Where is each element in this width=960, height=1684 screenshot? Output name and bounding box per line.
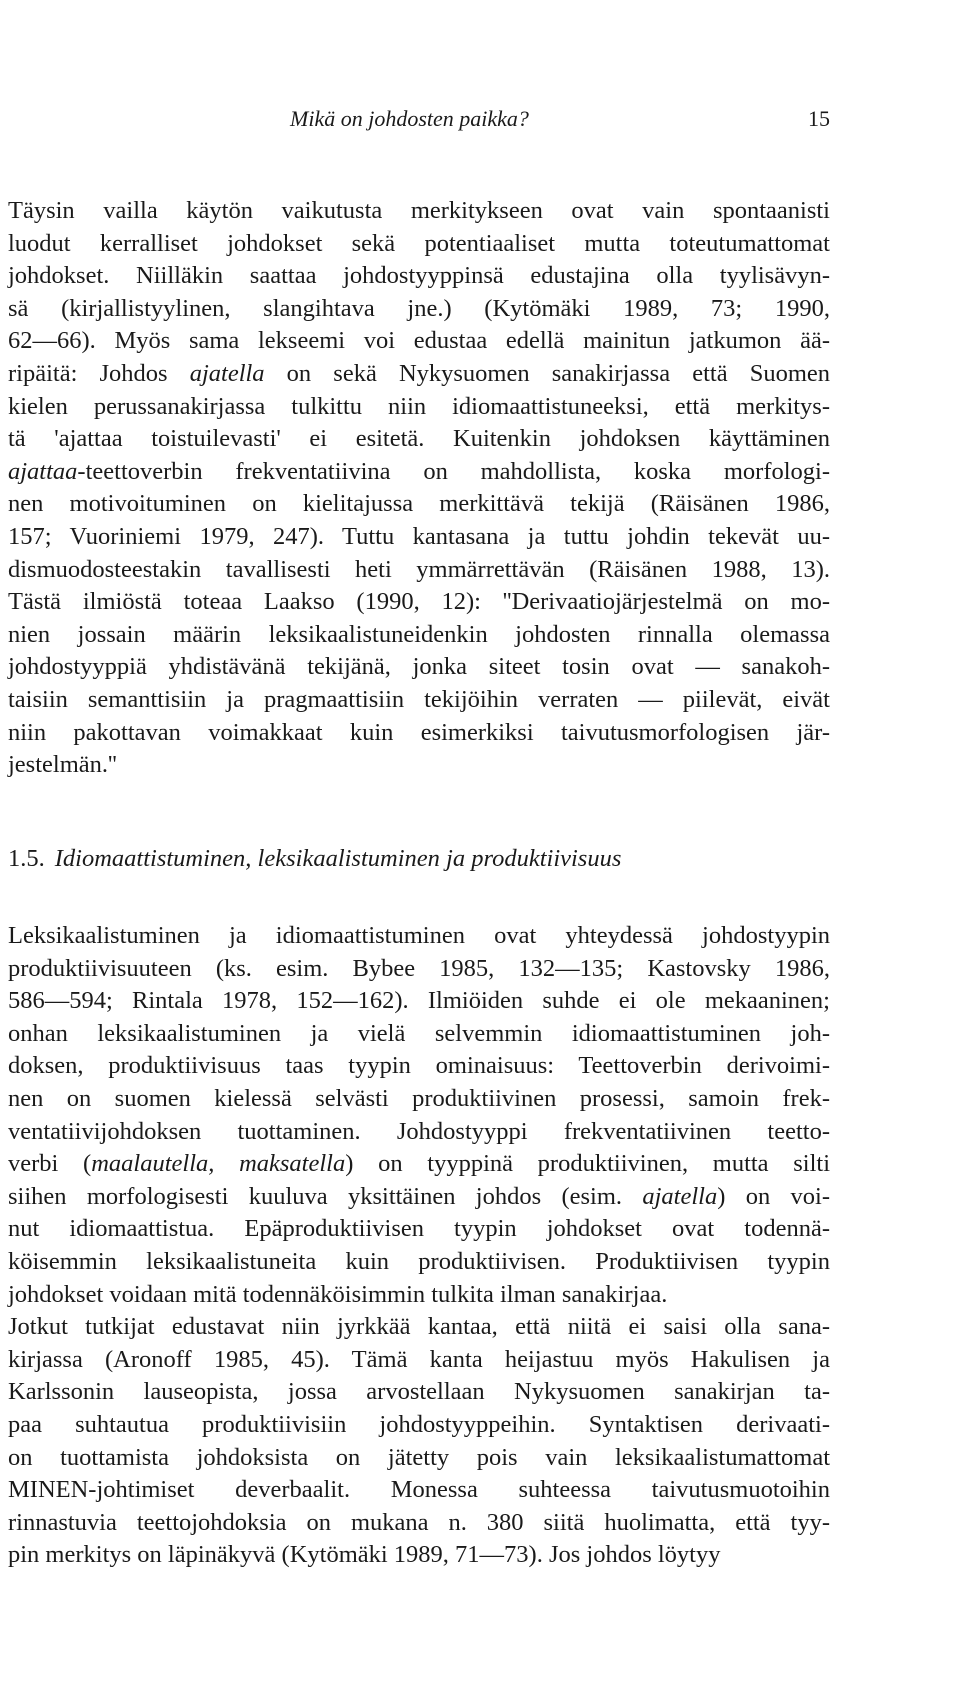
text-segment: Täysin vailla käytön vaikutusta merkitykseen ovat vain spontaanisti bbox=[8, 197, 830, 224]
text-segment: ) on tyyppinä produktiivinen, mutta silti bbox=[345, 1150, 831, 1178]
text-segment: niin pakottavan voimakkaat kuin esimerkiksi taivutusmorfologisen jär- bbox=[8, 718, 830, 746]
text-line bbox=[8, 325, 830, 358]
text-line bbox=[8, 195, 830, 228]
text-segment: -teettoverbin frekventatiivina on mahdollista, koska morfologi- bbox=[77, 457, 830, 485]
text-segment: dismuodosteestakin tavallisesti heti ymmärrettävän (Räisänen 1988, 13). bbox=[8, 555, 830, 583]
text-line bbox=[8, 423, 830, 456]
text-line bbox=[8, 985, 830, 1018]
italic-term: maalautella, maksatella bbox=[91, 1150, 346, 1178]
text-segment: johdokset. Niilläkin saattaa johdostyyppinsä edustajina olla tyylisävyn- bbox=[8, 262, 830, 290]
text-segment: 157; Vuoriniemi 1979, 247). Tuttu kantasana ja tuttu johdin tekevät uu- bbox=[8, 522, 830, 550]
text-segment: on tuottamista johdoksista on jätetty pois vain leksikaalistumattomat bbox=[8, 1443, 830, 1471]
text-segment: pin merkitys on läpinäkyvä (Kytömäki 1989, 71—73). Jos johdos löytyy bbox=[8, 1541, 721, 1569]
text-line bbox=[8, 1116, 830, 1149]
text-line bbox=[8, 391, 830, 424]
text-line bbox=[8, 920, 830, 953]
text-segment: Tästä ilmiöstä toteaa Laakso (1990, 12): ''Derivaatiojärjestelmä on mo- bbox=[8, 588, 830, 616]
text-segment: 62—66). Myös sama lekseemi voi edustaa edellä mainitun jatkumon ää- bbox=[8, 327, 830, 355]
text-segment: köisemmin leksikaalistuneita kuin produktiivisen. Produktiivisen tyypin bbox=[8, 1247, 830, 1275]
section-number: 1.5. bbox=[8, 845, 45, 872]
text-line bbox=[8, 1181, 830, 1214]
text-line bbox=[8, 1442, 830, 1475]
text-line bbox=[8, 1507, 830, 1540]
text-line bbox=[8, 1311, 830, 1344]
text-line bbox=[8, 1279, 830, 1312]
text-segment: johdostyyppiä yhdistävänä tekijänä, jonka siteet tosin ovat — sanakoh- bbox=[8, 653, 830, 681]
text-segment: Jotkut tutkijat edustavat niin jyrkkää kantaa, että niitä ei saisi olla sana- bbox=[8, 1313, 830, 1341]
text-line bbox=[8, 488, 830, 521]
text-line bbox=[8, 1539, 830, 1572]
text-segment: siihen morfologisesti kuuluva yksittäinen johdos (esim. bbox=[8, 1182, 643, 1210]
text-segment: sä (kirjallistyylinen, slangihtava jne.) (Kytömäki 1989, 73; 1990, bbox=[8, 294, 830, 322]
text-line bbox=[8, 1083, 830, 1116]
text-segment: paa suhtautua produktiivisiin johdostyyppeihin. Syntaktisen derivaati- bbox=[8, 1410, 830, 1438]
text-segment: nut idiomaattistua. Epäproduktiivisen tyypin johdokset ovat todennä- bbox=[8, 1215, 830, 1243]
text-line bbox=[8, 228, 830, 261]
text-line bbox=[8, 554, 830, 587]
text-line bbox=[8, 456, 830, 489]
text-line bbox=[8, 1474, 830, 1507]
paragraph-1 bbox=[8, 195, 830, 782]
text-segment: nien jossain määrin leksikaalistuneidenkin johdosten rinnalla olemassa bbox=[8, 620, 830, 648]
text-segment: nen on suomen kielessä selvästi produktiivinen prosessi, samoin frek- bbox=[8, 1084, 830, 1112]
text-segment: produktiivisuuteen (ks. esim. Bybee 1985, 132—135; Kastovsky 1986, bbox=[8, 954, 830, 982]
italic-term: ajattaa bbox=[8, 457, 78, 485]
text-segment: Leksikaalistuminen ja idiomaattistuminen ovat yhteydessä johdostyypin bbox=[8, 922, 830, 949]
text-segment: on sekä Nykysuomen sanakirjassa että Suomen bbox=[264, 359, 830, 387]
italic-term: ajatella bbox=[642, 1182, 718, 1210]
text-line bbox=[8, 749, 830, 782]
text-line bbox=[8, 358, 830, 391]
text-line bbox=[8, 260, 830, 293]
text-line bbox=[8, 293, 830, 326]
text-segment: MINEN-johtimiset deverbaalit. Monessa suhteessa taivutusmuotoihin bbox=[8, 1476, 830, 1504]
section-heading bbox=[8, 845, 621, 873]
text-segment: tä 'ajattaa toistuilevasti' ei esitetä. Kuitenkin johdoksen käyttäminen bbox=[8, 425, 830, 453]
text-line bbox=[8, 953, 830, 986]
text-line bbox=[8, 1148, 830, 1181]
text-segment: kirjassa (Aronoff 1985, 45). Tämä kanta heijastuu myös Hakulisen ja bbox=[8, 1345, 830, 1373]
text-segment: verbi ( bbox=[8, 1150, 92, 1178]
text-line bbox=[8, 684, 830, 717]
text-segment: ) on voi- bbox=[717, 1182, 830, 1210]
text-line bbox=[8, 1409, 830, 1442]
text-segment: luodut kerralliset johdokset sekä potentiaaliset mutta toteutumattomat bbox=[8, 229, 830, 257]
section-title: Idiomaattistuminen, leksikaalistuminen ja produktiivisuus bbox=[54, 845, 622, 872]
text-line bbox=[8, 1246, 830, 1279]
text-segment: ripäitä: Johdos bbox=[8, 359, 190, 387]
running-header bbox=[290, 106, 830, 142]
text-line bbox=[8, 521, 830, 554]
text-segment: doksen, produktiivisuus taas tyypin ominaisuus: Teettoverbin derivoimi- bbox=[8, 1052, 830, 1080]
text-line bbox=[8, 1018, 830, 1051]
text-segment: onhan leksikaalistuminen ja vielä selvemmin idiomaattistuminen joh- bbox=[8, 1019, 830, 1047]
text-line bbox=[8, 651, 830, 684]
text-segment: taisiin semanttisiin ja pragmaattisiin tekijöihin verraten — piilevät, eivät bbox=[8, 685, 830, 713]
italic-term: ajatella bbox=[189, 359, 265, 387]
text-line bbox=[8, 619, 830, 652]
text-segment: nen motivoituminen on kielitajussa merkittävä tekijä (Räisänen 1986, bbox=[8, 490, 830, 518]
text-line bbox=[8, 1376, 830, 1409]
text-segment: jestelmän.'' bbox=[8, 751, 117, 779]
text-segment: rinnastuvia teettojohdoksia on mukana n. 380 siitä huolimatta, että tyy- bbox=[8, 1508, 830, 1536]
page-number: 15 bbox=[808, 106, 830, 131]
text-segment: 586—594; Rintala 1978, 152—162). Ilmiöiden suhde ei ole mekaaninen; bbox=[8, 987, 830, 1015]
running-title: Mikä on johdosten paikka? bbox=[290, 106, 529, 131]
text-segment: Karlssonin lauseopista, jossa arvostellaan Nykysuomen sanakirjan ta- bbox=[8, 1378, 830, 1406]
text-segment: johdokset voidaan mitä todennäköisimmin tulkita ilman sanakirjaa. bbox=[8, 1280, 668, 1308]
text-segment: ventatiivijohdoksen tuottaminen. Johdostyyppi frekventatiivinen teetto- bbox=[8, 1117, 830, 1145]
text-line bbox=[8, 1050, 830, 1083]
text-line bbox=[8, 1213, 830, 1246]
text-line bbox=[8, 717, 830, 750]
text-line bbox=[8, 586, 830, 619]
paragraph-2 bbox=[8, 920, 830, 1572]
text-segment: kielen perussanakirjassa tulkittu niin idiomaattistuneeksi, että merkitys- bbox=[8, 392, 830, 420]
text-line bbox=[8, 1344, 830, 1377]
